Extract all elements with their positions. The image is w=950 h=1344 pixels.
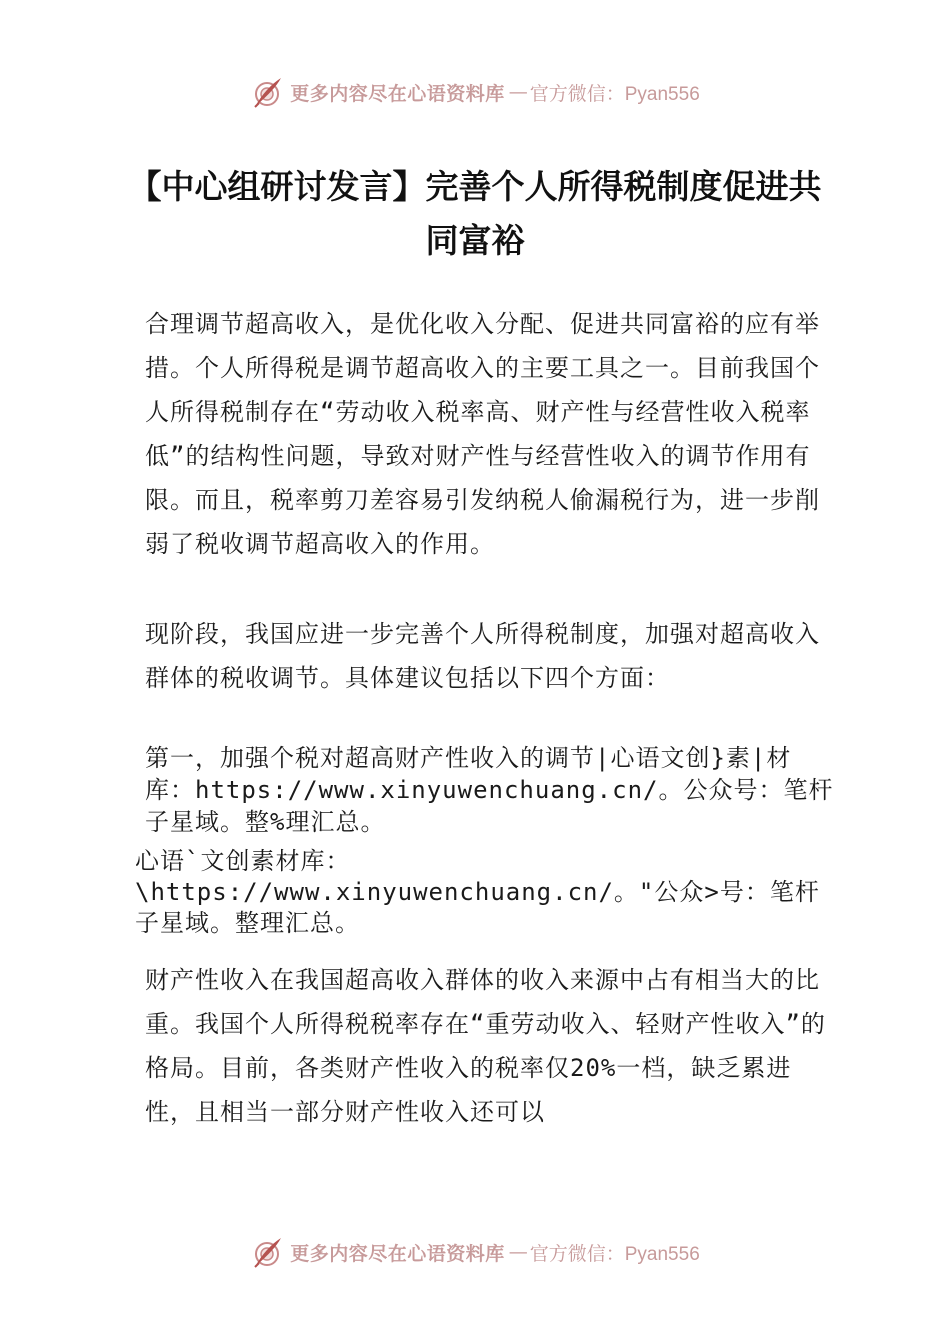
footer-banner xyxy=(0,1230,950,1274)
paragraph-first-point: 第一，加强个税对超高财产性收入的调节|心语文创}素|材库：https://www.xinyuwenchuang.cn/。公众号：笔杆子星域。整%理汇总。 xyxy=(145,744,834,836)
footer-wechat-text: 官方微信：Pyan556 xyxy=(529,1243,700,1265)
feather-pen-logo-icon xyxy=(250,1235,284,1269)
header-brand-text: 更多内容尽在心语资料库 xyxy=(290,82,505,105)
paragraph-intro: 合理调节超高收入，是优化收入分配、促进共同富裕的应有举措。个人所得税是调节超高收入的主要工具之一。目前我国个人所得税制存在“劳动收入税率高、财产性与经营性收入税率低”的结构性问题，导致对财产性与经营性收入的调节作用有限。而且，税率剪刀差容易引发纳税人偷漏税行为，进一步削弱了税收调节超高收入的作用。 xyxy=(145,310,820,558)
header-banner xyxy=(0,70,950,114)
feather-pen-logo-icon xyxy=(250,75,284,109)
footer-brand-text: 更多内容尽在心语资料库 xyxy=(290,1242,505,1265)
document-title: 【中心组研讨发言】完善个人所得税制度促进共同富裕 xyxy=(128,167,822,260)
header-separator: — xyxy=(508,81,528,103)
paragraph-source-note: 心语`文创素材库：\https://www.xinyuwenchuang.cn/。"公众>号：笔杆子星域。整理汇总。 xyxy=(135,847,820,937)
paragraph-suggestions: 现阶段，我国应进一步完善个人所得税制度，加强对超高收入群体的税收调节。具体建议包括以下四个方面： xyxy=(145,620,820,692)
paragraph-property-income: 财产性收入在我国超高收入群体的收入来源中占有相当大的比重。我国个人所得税税率存在“重劳动收入、轻财产性收入”的格局。目前，各类财产性收入的税率仅20%一档，缺乏累进性，且相当一部分财产性收入还可以 xyxy=(145,966,826,1126)
header-wechat-text: 官方微信：Pyan556 xyxy=(529,83,700,105)
footer-separator: — xyxy=(508,1241,528,1263)
